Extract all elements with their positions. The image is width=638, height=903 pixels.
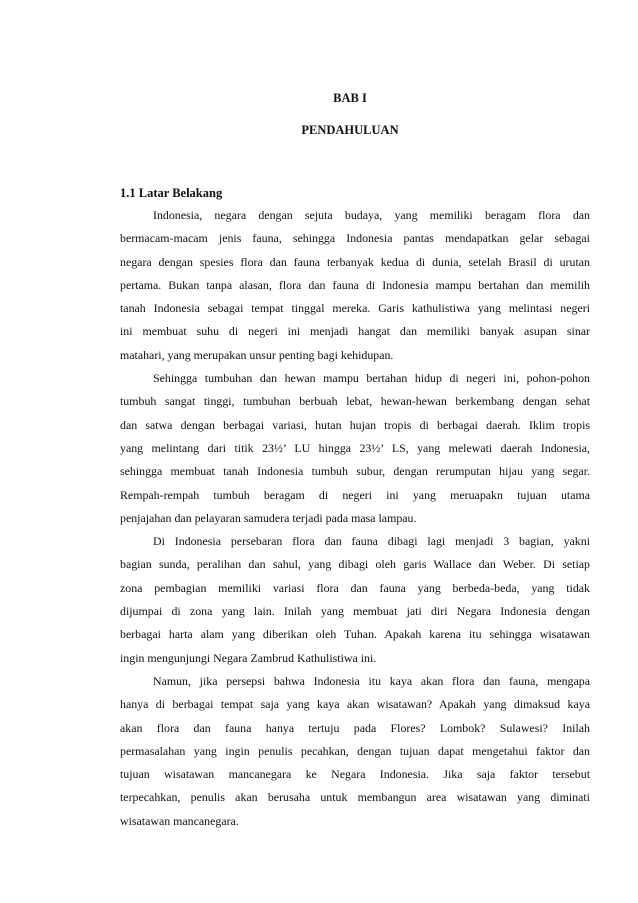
body-text xyxy=(120,204,590,833)
text-line: ini membuat suhu di negeri ini menjadi hangat dan memiliki banyak asupan sinar xyxy=(120,324,590,339)
text-line: berbagai harta alam yang diberikan oleh Tuhan. Apakah karena itu sehingga wisatawan xyxy=(120,627,590,642)
text-line: Rempah-rempah tumbuh beragam di negeri ini yang meruapakn tujuan utama xyxy=(120,487,590,502)
text-line: hanya di berbagai tempat saja yang kaya akan wisatawan? Apakah yang dimaksud kaya xyxy=(120,697,590,712)
text-line: Di Indonesia persebaran flora dan fauna dibagi lagi menjadi 3 bagian, yakni xyxy=(153,534,590,549)
text-line: akan flora dan fauna hanya tertuju pada Flores? Lombok? Sulawesi? Inilah xyxy=(120,720,590,735)
text-line: pertama. Bukan tanpa alasan, flora dan fauna di Indonesia mampu bertahan dan memilih xyxy=(120,277,590,292)
text-line: dijumpai di zona yang lain. Inilah yang membuat jati diri Negara Indonesia dengan xyxy=(120,604,590,619)
text-line: Sehingga tumbuhan dan hewan mampu bertahan hidup di negeri ini, pohon-pohon xyxy=(153,371,590,386)
paragraph xyxy=(120,530,590,670)
paragraph xyxy=(120,670,590,833)
text-line: negara dengan spesies flora dan fauna terbanyak kedua di dunia, setelah Brasil di urutan xyxy=(120,254,590,269)
text-line: yang melintang dari titik 23½’ LU hingga 23½’ LS, yang melewati daerah Indonesia, xyxy=(120,440,590,455)
text-line: permasalahan yang ingin penulis pecahkan, dengan tujuan dapat mengetahui faktor dan xyxy=(120,743,590,758)
text-line: penjajahan dan pelayaran samudera terjadi pada masa lampau. xyxy=(120,510,417,525)
text-line: tanah Indonesia sebagai tempat tinggal mereka. Garis kathulistiwa yang melintasi negeri xyxy=(120,301,590,316)
text-line: ingin mengunjungi Negara Zambrud Kathulistiwa ini. xyxy=(120,650,377,665)
paragraph xyxy=(120,367,590,530)
text-line: wisatawan mancanegara. xyxy=(120,813,239,828)
paragraph xyxy=(120,204,590,367)
text-line: Indonesia, negara dengan sejuta budaya, yang memiliki beragam flora dan xyxy=(153,208,590,222)
text-line: Namun, jika persepsi bahwa Indonesia itu kaya akan flora dan fauna, mengapa xyxy=(153,673,590,688)
text-line: dan satwa dengan berbagai variasi, hutan hujan tropis di berbagai daerah. Iklim tropis xyxy=(120,417,590,432)
text-line: sehingga membuat tanah Indonesia tumbuh subur, dengan rerumputan hijau yang segar. xyxy=(120,464,590,479)
text-line: tujuan wisatawan mancanegara ke Negara Indonesia. Jika saja faktor tersebut xyxy=(120,767,590,782)
text-line: tumbuh sangat tinggi, tumbuhan berbuah lebat, hewan-hewan berkembang dengan sehat xyxy=(120,394,590,409)
text-line: bagian sunda, peralihan dan sahul, yang dibagi oleh garis Wallace dan Weber. Di setiap xyxy=(120,557,590,572)
text-line: terpecahkan, penulis akan berusaha untuk membangun area wisatawan yang diminati xyxy=(120,790,590,805)
text-line: matahari, yang merupakan unsur penting bagi kehidupan. xyxy=(120,347,394,362)
text-line: bermacam-macam jenis fauna, sehingga Indonesia pantas mendapatkan gelar sebagai xyxy=(120,231,590,246)
text-line: zona pembagian memiliki variasi flora dan fauna yang berbeda-beda, yang tidak xyxy=(120,580,590,595)
section-heading: 1.1 Latar Belakang xyxy=(120,186,223,200)
chapter-label: BAB I xyxy=(333,91,367,105)
chapter-title: PENDAHULUAN xyxy=(301,123,399,137)
